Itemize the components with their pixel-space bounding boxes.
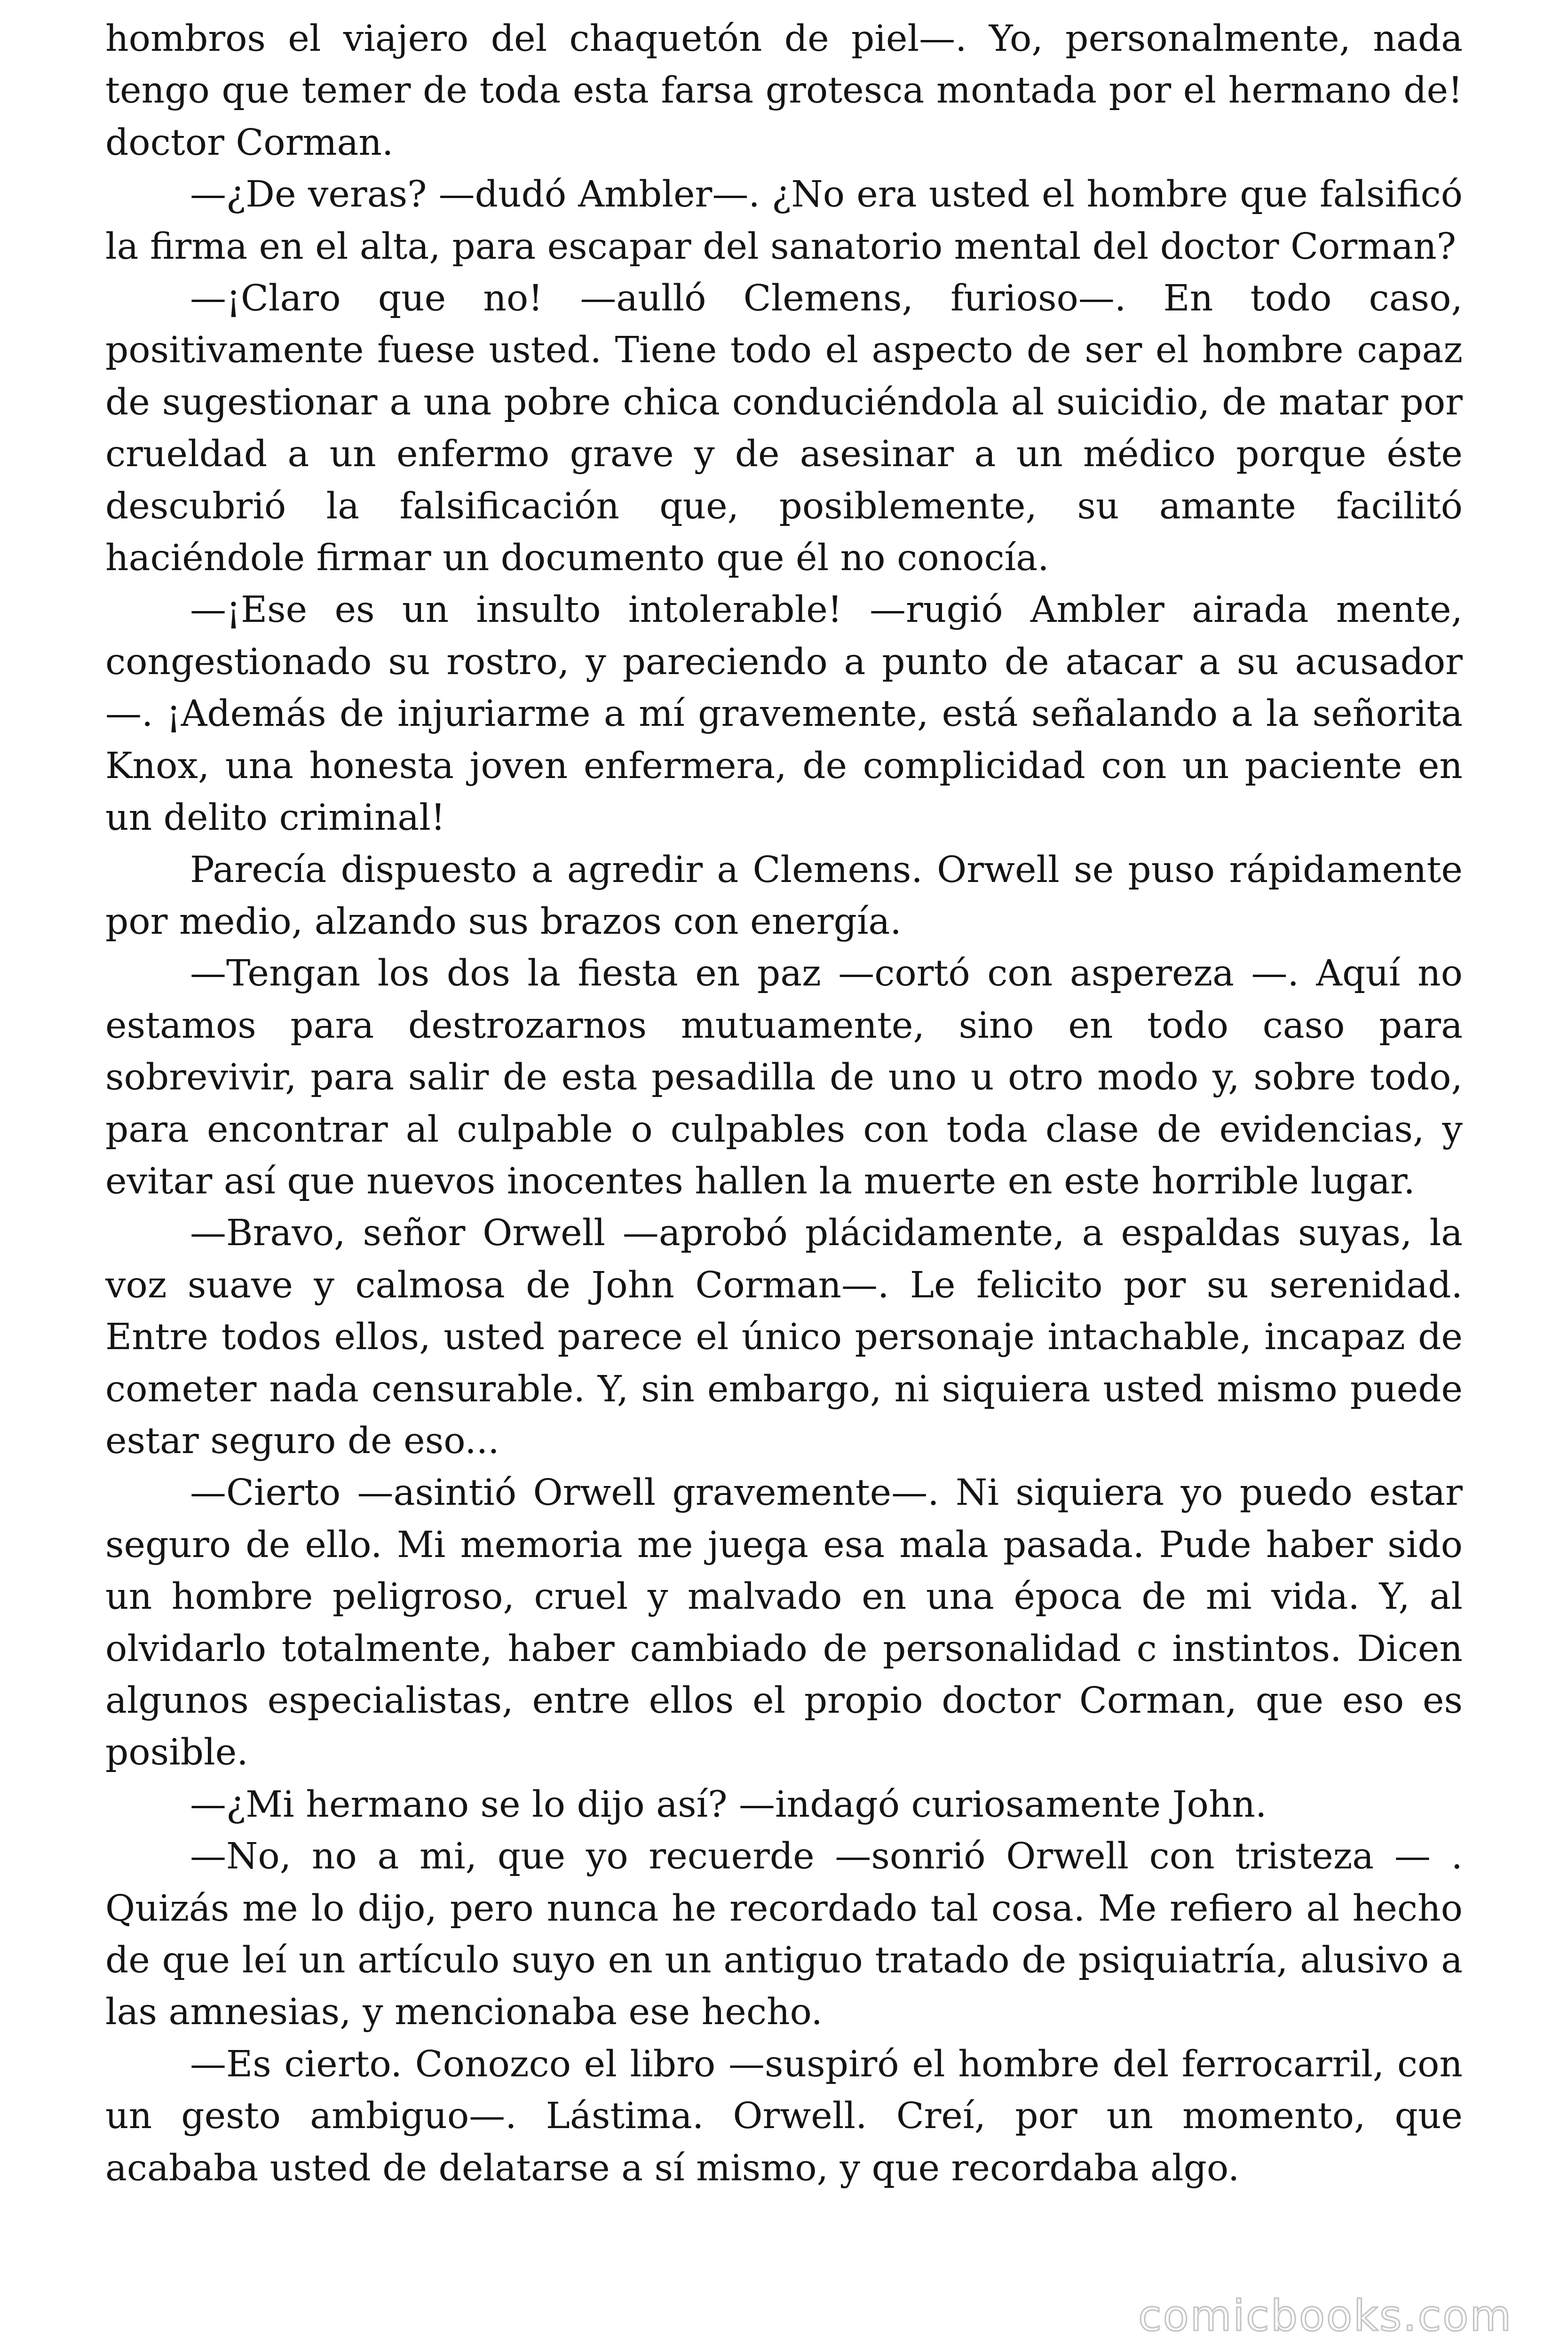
paragraph-5: Parecía dispuesto a agredir a Clemens. Orwell se puso rápidamente por medio, alzando sus brazos con energía.: [105, 849, 1463, 943]
page-text: [105, 13, 1463, 2318]
paragraph-6: —Tengan los dos la fiesta en paz —cortó con aspereza —. Aquí no estamos para destrozarnos mutuamente, sino en todo caso para sobrevivir, para salir de esta pesadilla de uno u otro modo y, sobre todo, para encontrar al culpable o culpables con toda clase de evidencias, y evitar así que nuevos inocentes hallen la muerte en este horrible lugar.: [105, 953, 1463, 1202]
paragraph-1: hombros el viajero del chaquetón de piel—. Yo, personalmente, nada tengo que temer de toda esta farsa grotesca montada por el hermano de! doctor Corman.: [105, 18, 1463, 164]
paragraph-10: —No, no a mi, que yo recuerde —sonrió Orwell con tristeza — . Quizás me lo dijo, pero nunca he recordado tal cosa. Me refiero al hecho de que leí un artículo suyo en un antiguo tratado de psiquiatría, alusivo a las amnesias, y mencionaba ese hecho.: [105, 1836, 1463, 2034]
paragraph-9: —¿Mi hermano se lo dijo así? —indagó curiosamente John.: [190, 1783, 1267, 1826]
paragraph-7: —Bravo, señor Orwell —aprobó plácidamente, a espaldas suyas, la voz suave y calmosa de John Corman—. Le felicito por su serenidad. Entre todos ellos, usted parece el único personaje intachable, incapaz de cometer nada censurable. Y, sin embargo, ni siquiera usted mismo puede estar seguro de eso...: [105, 1212, 1463, 1462]
paragraph-3: —¡Claro que no! —aulló Clemens, furioso—. En todo caso, positivamente fuese usted. Tiene todo el aspecto de ser el hombre capaz de sugestionar a una pobre chica conduciéndola al suicidio, de matar por crueldad a un enfermo grave y de asesinar a un médico porque éste descubrió la falsificación que, posiblemente, su amante facilitó haciéndole firmar un documento que él no conocía.: [105, 278, 1463, 580]
paragraph-4: —¡Ese es un insulto intolerable! —rugió Ambler airada mente, congestionado su rostro, y pareciendo a punto de atacar a su acusador —. ¡Además de injuriarme a mí gravemente, está señalando a la señorita Knox, una honesta joven enfermera, de complicidad con un paciente en un delito criminal!: [105, 589, 1463, 839]
paragraph-8: —Cierto —asintió Orwell gravemente—. Ni siquiera yo puedo estar seguro de ello. Mi memoria me juega esa mala pasada. Pude haber sido un hombre peligroso, cruel y malvado en una época de mi vida. Y, al olvidarlo totalmente, haber cambiado de personalidad c instintos. Dicen algunos especialistas, entre ellos el propio doctor Corman, que eso es posible.: [105, 1472, 1463, 1774]
paragraph-2: —¿De veras? —dudó Ambler—. ¿No era usted el hombre que falsificó la firma en el alta, para escapar del sanatorio mental del doctor Corman?: [105, 174, 1463, 268]
paragraph-11: —Es cierto. Conozco el libro —suspiró el hombre del ferrocarril, con un gesto ambiguo—. Lástima. Orwell. Creí, por un momento, que acababa usted de delatarse a sí mismo, y que recordaba algo.: [105, 2043, 1463, 2189]
watermark: comicbooks.com: [1138, 2291, 1513, 2341]
